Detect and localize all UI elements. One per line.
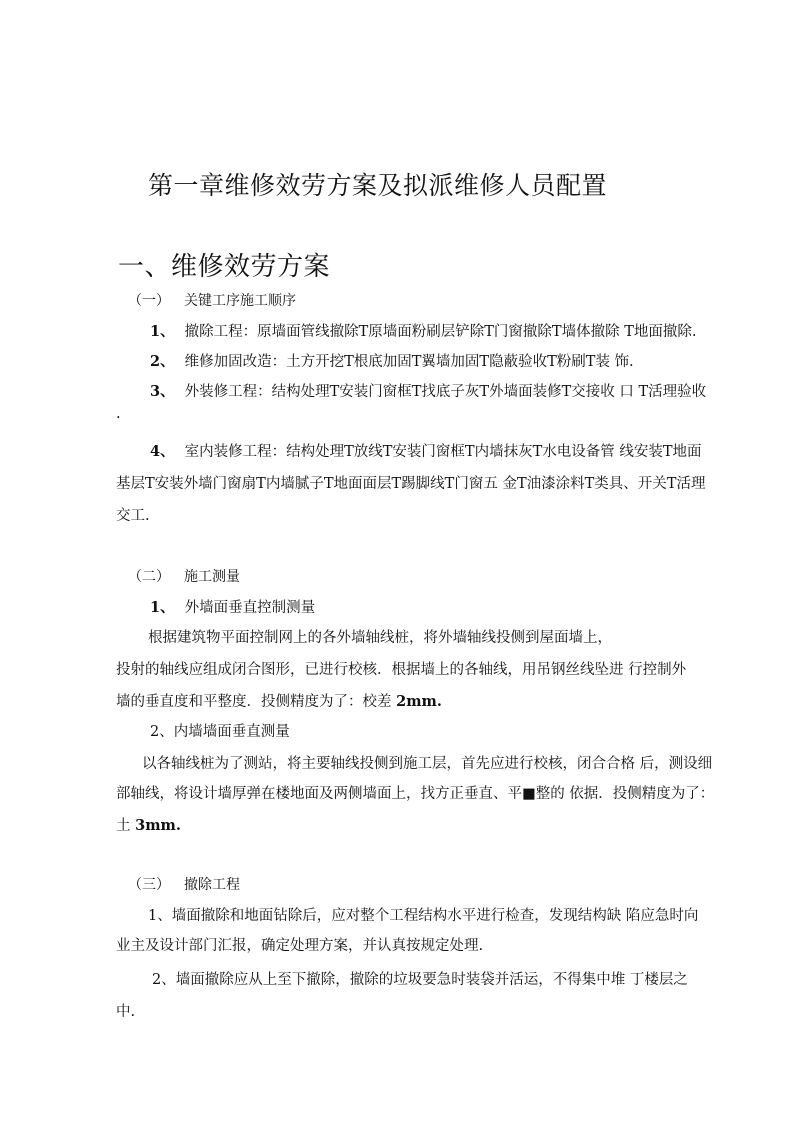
sub-number: 1、: [150, 599, 175, 616]
precision-value: 3mm.: [135, 817, 181, 834]
item-number: 4、: [150, 443, 175, 460]
part1-item-4-line-2: 基层T安装外墙门窗扇T内墙腻子T地面面层T踢脚线T门窗五 金T油漆涂料T类具、开关T活理: [116, 476, 706, 492]
part2-sub-1: [150, 596, 315, 617]
part3-para2-line-2: 中.: [116, 1004, 136, 1020]
part2-heading-text: 施工测量: [184, 569, 240, 585]
part1-heading-text: 关键工序施工顺序: [184, 293, 296, 309]
precision-value: 2mm.: [396, 693, 442, 710]
part3-para1-line-1: 1、墙面撤除和地面钻除后，应对整个工程结构水平进行检查，发现结构缺 陷应急时向: [148, 908, 699, 924]
part2-heading: [128, 566, 240, 586]
part1-heading-number: （一）: [128, 293, 170, 309]
sub-text: 外墙面垂直控制测量: [184, 600, 316, 616]
part2-para2-line-2: 部轴线，将设计墙厚弹在楼地面及两侧墙面上，找方正垂直、平■整的 依据．投侧精度为了：: [116, 786, 715, 802]
item-text: 撤除工程：原墙面管线撤除T原墙面粉刷层铲除T门窗撤除T墙体撤除 T地面撤除.: [184, 324, 697, 340]
para-text: 土: [116, 818, 136, 834]
item-number: 3、: [150, 383, 175, 400]
part2-para1-line-1: 根据建筑物平面控制网上的各外墙轴线桩，将外墙轴线投侧到屋面墙上，: [148, 630, 612, 646]
part1-item-4: [150, 440, 702, 461]
item-text: 维修加固改造：土方开挖T根底加固T翼墙加固T隐蔽验收T粉刷T装 饰.: [184, 354, 634, 370]
part1-item-1: [150, 320, 697, 341]
part3-heading: [128, 874, 240, 894]
item-text: 室内装修工程：结构处理T放线T安装门窗框T内墙抹灰T水电设备管 线安装T地面: [184, 444, 702, 460]
item-text: 外装修工程：结构处理T安装门窗框T找底子灰T外墙面装修T交接收 口 T活理验收: [184, 384, 707, 400]
part1-item-4-line-3: 交工.: [116, 508, 150, 524]
part3-heading-number: （三）: [128, 877, 170, 893]
part2-sub-2: [150, 720, 290, 741]
sub-text: 内墙墙面垂直测量: [173, 724, 290, 740]
sub-number: 2、: [150, 724, 174, 740]
para-text: 墙的垂直度和平整度．投侧精度为了：校差: [116, 694, 397, 710]
part2-para2-line-3: [116, 814, 181, 835]
part2-para1-line-3: [116, 690, 442, 711]
part2-heading-number: （二）: [128, 569, 170, 585]
section-title: 一、维修效劳方案: [118, 252, 331, 282]
part3-para2-line-1: 2、墙面撤除应从上至下撤除，撤除的垃圾要急时装袋并活运，不得集中堆 丁楼层之: [152, 972, 688, 988]
part1-heading: [128, 290, 296, 310]
item-number: 1、: [150, 323, 175, 340]
part1-item-2: [150, 350, 634, 371]
part1-item-3-tail: .: [116, 406, 121, 422]
part3-heading-text: 撤除工程: [184, 877, 240, 893]
part2-para2-line-1: 以各轴线桩为了测站，将主要轴线投侧到施工层，首先应进行校核，闭合合格 后，测设细: [142, 756, 713, 772]
part1-item-3: [150, 380, 706, 401]
part2-para1-line-2: 投射的轴线应组成闭合图形，已进行校核．根据墙上的各轴线，用吊钢丝线坠进 行控制外: [116, 662, 687, 678]
chapter-title: 第一章维修效劳方案及拟派维修人员配置: [148, 171, 608, 200]
item-number: 2、: [150, 353, 175, 370]
part3-para1-line-2: 业主及设计部门汇报，确定处理方案，并认真按规定处理.: [116, 938, 484, 954]
